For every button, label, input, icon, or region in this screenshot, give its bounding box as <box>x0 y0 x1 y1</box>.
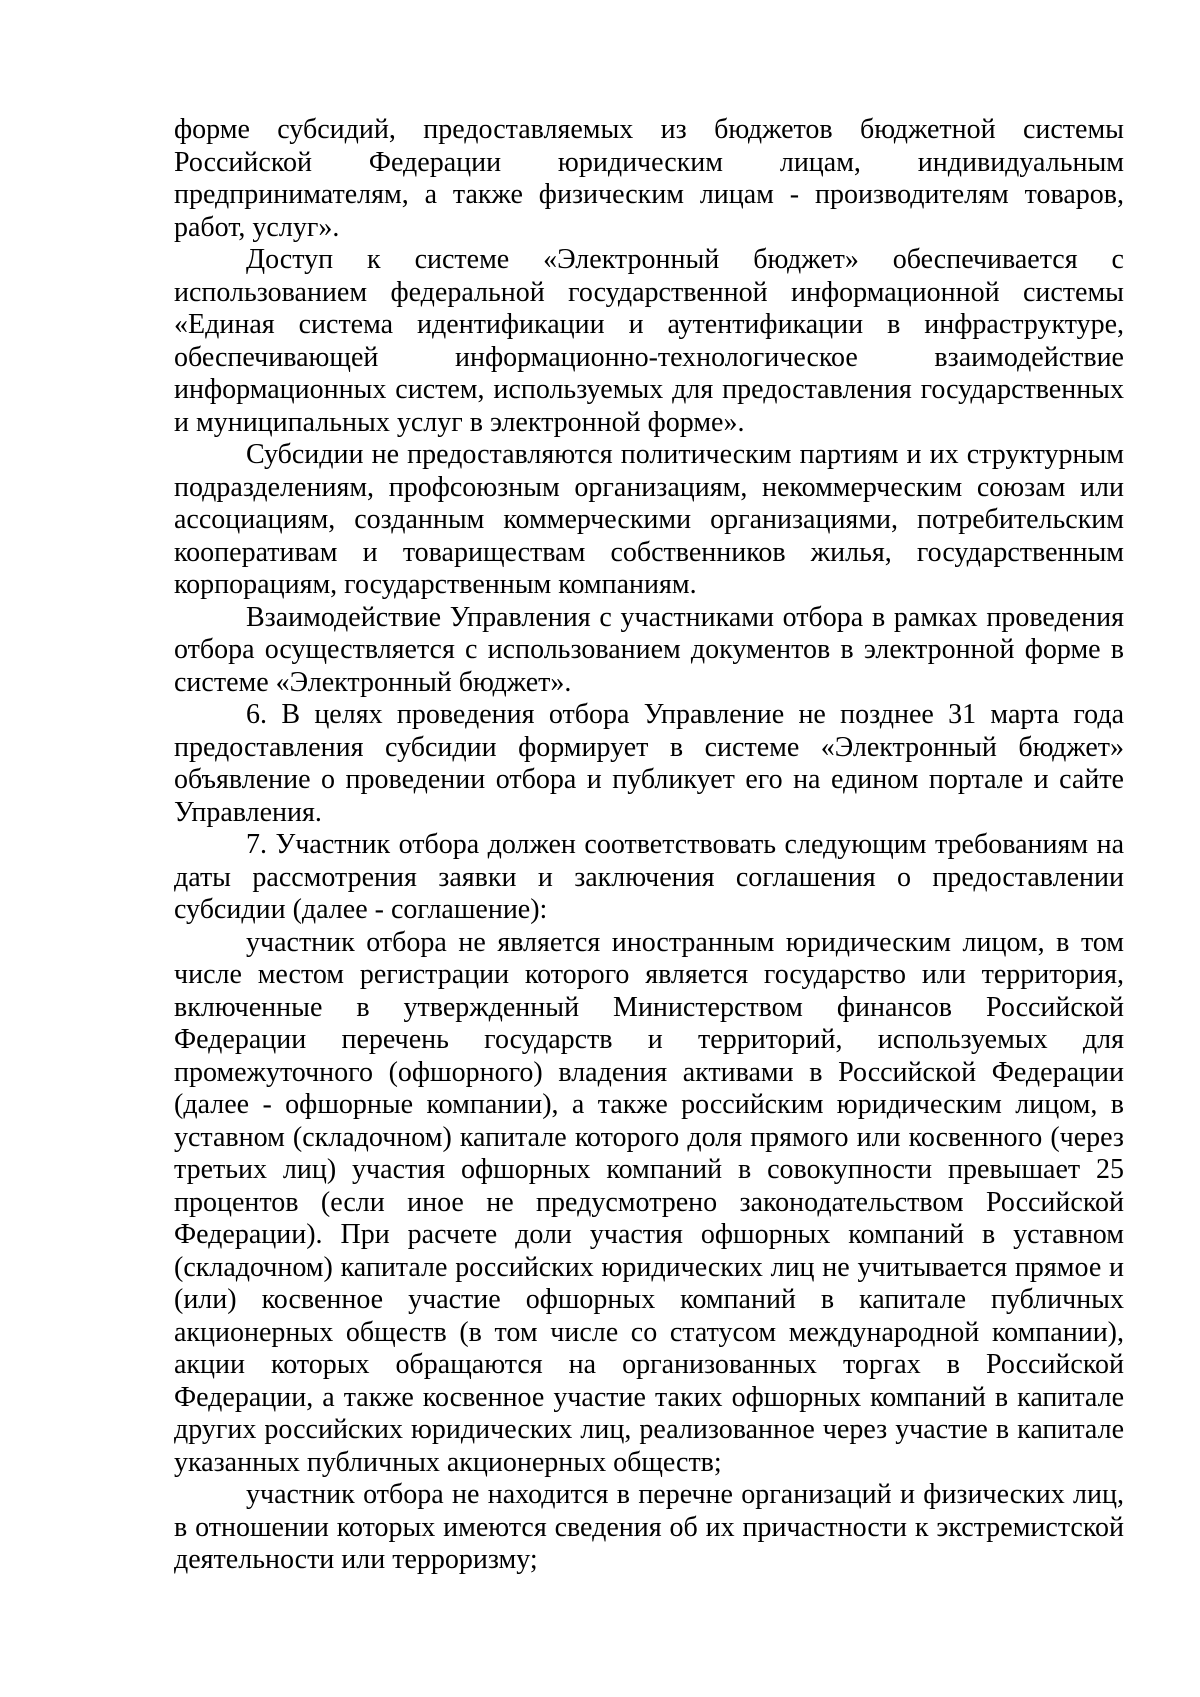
paragraph-offshore-requirement: участник отбора не является иностранным юридическим лицом, в том числе местом регистрации которого является государство или территория, включенные в утвержденный Министерством финансов Российской Федерации перечень государств и территорий, используемых для промежуточного (офшорного) владения активами в Российской Федерации (далее - офшорные компании), а также российским юридическим лицом, в уставном (складочном) капитале которого доля прямого или косвенного (через третьих лиц) участия офшорных компаний в совокупности превышает 25 процентов (если иное не предусмотрено законодательством Российской Федерации). При расчете доли участия офшорных компаний в уставном (складочном) капитале российских юридических лиц не учитывается прямое и (или) косвенное участие офшорных компаний в капитале публичных акционерных обществ (в том числе со статусом международной компании), акции которых обращаются на организованных торгах в Российской Федерации, а также косвенное участие таких офшорных компаний в капитале других российских юридических лиц, реализованное через участие в капитале указанных публичных акционерных обществ; <box>174 926 1124 1478</box>
paragraph-extremism-requirement: участник отбора не находится в перечне организаций и физических лиц, в отношении которых имеются сведения об их причастности к экстремистской деятельности или терроризму; <box>174 1479 1124 1575</box>
paragraph-item-6: 6. В целях проведения отбора Управление не позднее 31 марта года предоставления субсидии формирует в системе «Электронный бюджет» объявление о проведении отбора и публикует его на едином портале и сайте Управления. <box>174 699 1124 828</box>
document-page <box>174 114 1124 1577</box>
paragraph-system-access: Доступ к системе «Электронный бюджет» обеспечивается с использованием федеральной государственной информационной системы «Единая система идентификации и аутентификации в инфраструктуре, обеспечивающей информационно-технологическое взаимодействие информационных систем, используемых для предоставления государственных и муниципальных услуг в электронной форме». <box>174 244 1124 438</box>
paragraph-interaction: Взаимодействие Управления с участниками отбора в рамках проведения отбора осуществляется с использованием документов в электронной форме в системе «Электронный бюджет». <box>174 601 1124 698</box>
paragraph-subsidy-exclusions: Субсидии не предоставляются политическим партиям и их структурным подразделениям, профсоюзным организациям, некоммерческим союзам или ассоциациям, созданным коммерческими организациями, потребительским кооперативам и товариществам собственников жилья, государственным корпорациям, государственным компаниям. <box>174 439 1124 600</box>
paragraph-item-7: 7. Участник отбора должен соответствовать следующим требованиям на даты рассмотрения заявки и заключения соглашения о предоставлении субсидии (далее - соглашение): <box>174 829 1124 925</box>
paragraph-continuation: форме субсидий, предоставляемых из бюджетов бюджетной системы Российской Федерации юридическим лицам, индивидуальным предпринимателям, а также физическим лицам - производителям товаров, работ, услуг». <box>174 114 1124 243</box>
